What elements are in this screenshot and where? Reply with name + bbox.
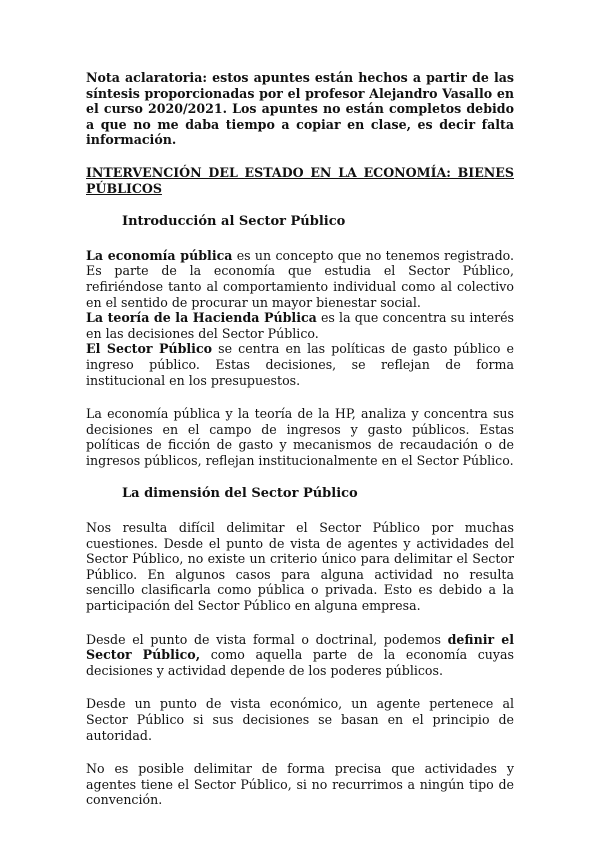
term-hacienda-publica: La teoría de la Hacienda Pública [86, 310, 317, 326]
paragraph-punto-vista-economico: Desde un punto de vista económico, un agente pertenece al Sector Público si sus decisiones se basan en el principio de autoridad. [86, 696, 514, 743]
paragraph-hacienda-publica [86, 310, 514, 341]
section-heading-intro: Introducción al Sector Público [122, 214, 346, 230]
term-definir-sector-publico: definir el Sector Público, [86, 631, 515, 663]
paragraph-text: se centra en las políticas de gasto público e ingreso público. Estas decisiones, se reflejan de forma institucional en los presupuestos. [86, 341, 514, 388]
paragraph-delimitar: Nos resulta difícil delimitar el Sector Público por muchas cuestiones. Desde el punto de vista de agentes y actividades del Sector Público, no existe un criterio único para delimitar el Sector Público. En algunos casos para alguna actividad no resulta sencillo clasificarla como pública o privada. Esto es debido a la participación del Sector Público en alguna empresa. [86, 520, 514, 614]
paragraph-text: es un concepto que no tenemos registrado. Es parte de la economía que estudia el Sector Público, refiriéndose tanto al comportamiento individual como al colectivo en el sentido de procurar un mayor bienestar social. [86, 247, 514, 310]
paragraph-sector-publico [86, 341, 514, 388]
paragraph-economia-hp: La economía pública y la teoría de la HP, analiza y concentra sus decisiones en el campo de ingresos y gasto públicos. Estas políticas de ficción de gasto y mecanismos de recaudación o de ingresos públicos, reflejan institucionalmente en el Sector Público. [86, 406, 514, 468]
section-heading-dimension: La dimensión del Sector Público [122, 486, 358, 502]
disclaimer-note: Nota aclaratoria: estos apuntes están hechos a partir de las síntesis proporcionadas por el profesor Alejandro Vasallo en el curso 2020/2021. Los apuntes no están completos debido a que no me daba tiempo a copiar en clase, es decir falta información. [86, 70, 514, 148]
paragraph-economia-publica [86, 248, 514, 310]
paragraph-text: es la que concentra su interés en las decisiones del Sector Público. [86, 310, 515, 341]
paragraph-convencion: No es posible delimitar de forma precisa que actividades y agentes tiene el Sector Público, si no recurrimos a ningún tipo de convención. [86, 761, 514, 808]
main-title: INTERVENCIÓN DEL ESTADO EN LA ECONOMÍA: BIENES PÚBLICOS [86, 164, 514, 196]
paragraph-text: Desde el punto de vista formal o doctrinal, podemos [86, 631, 448, 647]
term-economia-publica: La economía pública [86, 247, 233, 263]
term-sector-publico: El Sector Público [86, 341, 213, 357]
paragraph-text: como aquella parte de la economía cuyas decisiones y actividad depende de los poderes públicos. [86, 647, 514, 678]
paragraph-definicion-formal [86, 632, 514, 679]
